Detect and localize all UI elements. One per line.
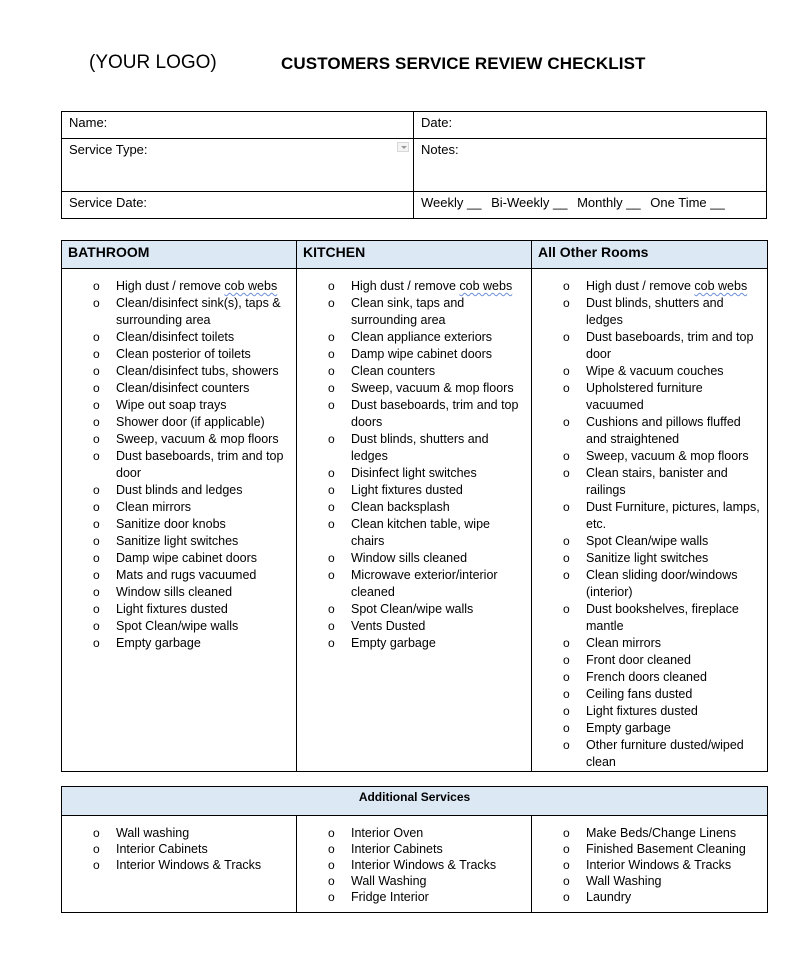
checklist-item-text: Laundry [586, 890, 632, 904]
checklist-item[interactable] [532, 295, 767, 329]
checklist-item-text: Mats and rugs vacuumed [116, 568, 257, 582]
checklist-item[interactable] [297, 380, 531, 397]
checklist-item[interactable] [62, 278, 296, 295]
checklist-item-text: Light fixtures dusted [116, 602, 228, 616]
checklist-item-text: Ceiling fans dusted [586, 687, 693, 701]
bullet-icon: o [563, 330, 570, 344]
checklist-item-text: Clean/disinfect tubs, showers [116, 364, 279, 378]
checklist-item[interactable] [532, 686, 767, 703]
checklist-item[interactable] [297, 567, 531, 601]
bullet-icon: o [328, 858, 335, 872]
bullet-icon: o [563, 364, 570, 378]
checklist-item[interactable] [62, 346, 296, 363]
checklist-item-text: Wall Washing [586, 874, 662, 888]
checklist-item-text: Spot Clean/wipe walls [116, 619, 239, 633]
checklist-item[interactable] [297, 465, 531, 482]
checklist-item-text: Clean posterior of toilets [116, 347, 251, 361]
bullet-icon: o [328, 842, 335, 856]
checklist-item[interactable] [62, 448, 296, 482]
checklist-item[interactable] [297, 431, 531, 465]
bullet-icon: o [328, 364, 335, 378]
checklist-item-text: Fridge Interior [351, 890, 429, 904]
checklist-item-text: Empty garbage [116, 636, 201, 650]
checklist-item[interactable] [62, 431, 296, 448]
date-label: Date: [421, 115, 453, 130]
bullet-icon: o [563, 466, 570, 480]
checklist-item-text: Sweep, vacuum & mop floors [351, 381, 514, 395]
bullet-icon: o [93, 347, 100, 361]
checklist-item[interactable] [297, 482, 531, 499]
bullet-icon: o [563, 534, 570, 548]
bullet-icon: o [93, 330, 100, 344]
bullet-icon: o [328, 466, 335, 480]
checklist-item[interactable] [532, 652, 767, 669]
checklist-item[interactable] [297, 363, 531, 380]
checklist-item-text: Microwave exterior/interior cleaned [351, 568, 498, 599]
checklist-item[interactable] [532, 550, 767, 567]
checklist-item-text: Dust blinds, shutters and ledges [351, 432, 489, 463]
checklist-item-text: Interior Windows & Tracks [586, 858, 732, 872]
bullet-icon: o [563, 296, 570, 310]
checklist-item[interactable] [532, 329, 767, 363]
customer-info-table [61, 111, 767, 219]
checklist-item[interactable] [297, 295, 531, 329]
checklist-item[interactable] [62, 380, 296, 397]
checklist-item-text: High dust / remove cob webs [586, 279, 748, 293]
bullet-icon: o [93, 449, 100, 463]
notes-label: Notes: [421, 142, 459, 157]
checklist-item[interactable] [532, 635, 767, 652]
bullet-icon: o [563, 653, 570, 667]
checklist-item[interactable] [62, 550, 296, 567]
checklist-item-text: Upholstered furniture vacuumed [586, 381, 703, 412]
checklist-item-text: Empty garbage [351, 636, 436, 650]
additional-services-table [61, 786, 768, 913]
checklist-item-text: Clean sliding door/windows (interior) [586, 568, 738, 599]
additional-column-3 [532, 816, 768, 913]
bullet-icon: o [328, 602, 335, 616]
checklist-item-text: Damp wipe cabinet doors [116, 551, 258, 565]
checklist-item-text: Make Beds/Change Linens [586, 826, 737, 840]
bullet-icon: o [563, 449, 570, 463]
bullet-icon: o [328, 500, 335, 514]
checklist-item[interactable] [297, 889, 531, 905]
checklist-item-text: Dust bookshelves, fireplace mantle [586, 602, 739, 633]
checklist-item-text: Dust baseboards, trim and top door [586, 330, 754, 361]
checklist-item[interactable] [297, 329, 531, 346]
kitchen-column [297, 269, 532, 772]
checklist-item[interactable] [62, 825, 296, 841]
bullet-icon: o [93, 585, 100, 599]
checklist-item-text: Interior Windows & Tracks [116, 858, 262, 872]
bullet-icon: o [563, 500, 570, 514]
checklist-item[interactable] [297, 825, 531, 841]
bullet-icon: o [93, 432, 100, 446]
checklist-item-text: Interior Windows & Tracks [351, 858, 497, 872]
bullet-icon: o [93, 842, 100, 856]
checklist-item[interactable] [62, 635, 296, 652]
checklist-item[interactable] [297, 516, 531, 550]
checklist-item-text: Clean counters [351, 364, 436, 378]
bullet-icon: o [93, 296, 100, 310]
checklist-item[interactable] [532, 448, 767, 465]
checklist-item[interactable] [297, 550, 531, 567]
checklist-item-text: Dust blinds, shutters and ledges [586, 296, 724, 327]
checklist-item-text: Clean/disinfect counters [116, 381, 250, 395]
bullet-icon: o [328, 874, 335, 888]
logo-placeholder: (YOUR LOGO) [89, 52, 217, 73]
bullet-icon: o [93, 602, 100, 616]
checklist-item-text: French doors cleaned [586, 670, 707, 684]
service-type-dropdown-icon[interactable] [397, 142, 409, 152]
additional-column-1 [62, 816, 297, 913]
service-type-field[interactable] [62, 139, 414, 192]
checklist-item-text: Disinfect light switches [351, 466, 477, 480]
bullet-icon: o [93, 398, 100, 412]
bullet-icon: o [563, 890, 570, 904]
checklist-item-text: Sanitize light switches [116, 534, 239, 548]
checklist-item-text: Sweep, vacuum & mop floors [116, 432, 279, 446]
checklist-item[interactable] [297, 601, 531, 618]
additional-column-2 [297, 816, 532, 913]
checklist-item[interactable] [532, 278, 767, 295]
checklist-item[interactable] [532, 703, 767, 720]
checklist-item-text: Sweep, vacuum & mop floors [586, 449, 749, 463]
bullet-icon: o [328, 568, 335, 582]
kitchen-checklist [297, 278, 531, 652]
bullet-icon: o [328, 279, 335, 293]
additional-list-1 [62, 825, 296, 873]
checklist-item-text: Sanitize door knobs [116, 517, 226, 531]
checklist-item[interactable] [297, 873, 531, 889]
checklist-item-text: Clean appliance exteriors [351, 330, 493, 344]
service-date-label: Service Date: [69, 195, 148, 210]
bullet-icon: o [328, 517, 335, 531]
checklist-item[interactable] [62, 601, 296, 618]
bullet-icon: o [328, 330, 335, 344]
checklist-item[interactable] [62, 363, 296, 380]
checklist-item[interactable] [532, 841, 767, 857]
bullet-icon: o [93, 619, 100, 633]
bullet-icon: o [563, 721, 570, 735]
checklist-item[interactable] [532, 873, 767, 889]
checklist-item-text: Window sills cleaned [116, 585, 233, 599]
checklist-item-text: Front door cleaned [586, 653, 691, 667]
bullet-icon: o [93, 858, 100, 872]
bullet-icon: o [563, 381, 570, 395]
service-date-field[interactable] [62, 192, 414, 219]
checklist-item-text: Dust baseboards, trim and top door [116, 449, 284, 480]
checklist-item-text: Interior Oven [351, 826, 424, 840]
checklist-item-text: Vents Dusted [351, 619, 426, 633]
checklist-item[interactable] [532, 601, 767, 635]
checklist-item-text: Dust blinds and ledges [116, 483, 243, 497]
other-rooms-checklist [532, 278, 767, 771]
checklist-table [61, 240, 768, 772]
checklist-item-text: Clean backsplash [351, 500, 450, 514]
checklist-item-text: Shower door (if applicable) [116, 415, 265, 429]
checklist-item[interactable] [297, 499, 531, 516]
checklist-item-text: Other furniture dusted/wiped clean [586, 738, 744, 769]
checklist-item-text: Wipe & vacuum couches [586, 364, 724, 378]
bullet-icon: o [328, 826, 335, 840]
checklist-item[interactable] [532, 825, 767, 841]
checklist-item[interactable] [532, 533, 767, 550]
bullet-icon: o [93, 415, 100, 429]
bullet-icon: o [328, 636, 335, 650]
checklist-item-text: Finished Basement Cleaning [586, 842, 746, 856]
name-field[interactable] [62, 112, 414, 139]
bullet-icon: o [93, 517, 100, 531]
checklist-item[interactable] [62, 329, 296, 346]
additional-list-3 [532, 825, 767, 905]
bullet-icon: o [328, 483, 335, 497]
bullet-icon: o [563, 858, 570, 872]
frequency-weekly[interactable]: Weekly __ [421, 195, 482, 210]
bullet-icon: o [328, 890, 335, 904]
checklist-item[interactable] [297, 857, 531, 873]
bullet-icon: o [328, 381, 335, 395]
checklist-item[interactable] [297, 635, 531, 652]
checklist-item[interactable] [62, 533, 296, 550]
bullet-icon: o [563, 415, 570, 429]
frequency-one-time[interactable]: One Time __ [650, 195, 725, 210]
bullet-icon: o [563, 568, 570, 582]
name-label: Name: [69, 115, 108, 130]
bullet-icon: o [93, 483, 100, 497]
checklist-item[interactable] [532, 737, 767, 771]
checklist-item-text: Clean stairs, banister and railings [586, 466, 728, 497]
checklist-item-text: Clean mirrors [586, 636, 662, 650]
checklist-item[interactable] [532, 857, 767, 873]
notes-field[interactable] [414, 139, 767, 192]
checklist-item-text: Wall washing [116, 826, 190, 840]
bathroom-column [62, 269, 297, 772]
checklist-item[interactable] [62, 397, 296, 414]
checklist-item[interactable] [62, 584, 296, 601]
bullet-icon: o [328, 551, 335, 565]
checklist-item[interactable] [62, 516, 296, 533]
checklist-item-text: Wall Washing [351, 874, 427, 888]
checklist-item[interactable] [532, 499, 767, 533]
bullet-icon: o [93, 636, 100, 650]
bullet-icon: o [93, 381, 100, 395]
checklist-item[interactable] [62, 567, 296, 584]
bullet-icon: o [328, 296, 335, 310]
service-type-label: Service Type: [69, 142, 148, 157]
bullet-icon: o [563, 687, 570, 701]
bullet-icon: o [93, 364, 100, 378]
bullet-icon: o [93, 534, 100, 548]
bullet-icon: o [563, 602, 570, 616]
checklist-item[interactable] [297, 618, 531, 635]
bullet-icon: o [93, 568, 100, 582]
bullet-icon: o [563, 279, 570, 293]
checklist-item-text: Window sills cleaned [351, 551, 468, 565]
checklist-item-text: Wipe out soap trays [116, 398, 227, 412]
additional-services-header: Additional Services [62, 787, 768, 816]
checklist-item-text: Dust baseboards, trim and top doors [351, 398, 519, 429]
checklist-item[interactable] [297, 346, 531, 363]
checklist-item[interactable] [532, 363, 767, 380]
checklist-item[interactable] [62, 482, 296, 499]
checklist-item[interactable] [62, 499, 296, 516]
bullet-icon: o [563, 738, 570, 752]
bullet-icon: o [328, 432, 335, 446]
checklist-item[interactable] [297, 841, 531, 857]
other-rooms-column [532, 269, 768, 772]
frequency-bi-weekly[interactable]: Bi-Weekly __ [491, 195, 568, 210]
checklist-item[interactable] [297, 397, 531, 431]
checklist-item-text: Spot Clean/wipe walls [586, 534, 709, 548]
checklist-item-text: Spot Clean/wipe walls [351, 602, 474, 616]
bathroom-checklist [62, 278, 296, 652]
checklist-item-text: Light fixtures dusted [351, 483, 463, 497]
checklist-item[interactable] [532, 669, 767, 686]
bullet-icon: o [328, 347, 335, 361]
checklist-item-text: Clean/disinfect sink(s), taps & surrounding area [116, 296, 281, 327]
checklist-item[interactable] [62, 841, 296, 857]
checklist-item-text: Light fixtures dusted [586, 704, 698, 718]
checklist-item-text: Sanitize light switches [586, 551, 709, 565]
checklist-item[interactable] [532, 720, 767, 737]
bullet-icon: o [563, 551, 570, 565]
frequency-monthly[interactable]: Monthly __ [577, 195, 641, 210]
checklist-item-text: High dust / remove cob webs [351, 279, 513, 293]
checklist-item[interactable] [62, 857, 296, 873]
other-rooms-header: All Other Rooms [532, 241, 768, 269]
bullet-icon: o [93, 826, 100, 840]
bullet-icon: o [328, 398, 335, 412]
bullet-icon: o [563, 636, 570, 650]
checklist-item-text: Interior Cabinets [351, 842, 443, 856]
checklist-item-text: Damp wipe cabinet doors [351, 347, 493, 361]
checklist-item[interactable] [532, 414, 767, 448]
bullet-icon: o [563, 874, 570, 888]
checklist-item-text: Dust Furniture, pictures, lamps, etc. [586, 500, 760, 531]
checklist-item[interactable] [62, 618, 296, 635]
bullet-icon: o [563, 670, 570, 684]
checklist-item[interactable] [532, 889, 767, 905]
checklist-item-text: Interior Cabinets [116, 842, 208, 856]
checklist-item-text: Clean/disinfect toilets [116, 330, 235, 344]
checklist-item[interactable] [532, 567, 767, 601]
bullet-icon: o [563, 842, 570, 856]
bullet-icon: o [93, 279, 100, 293]
bullet-icon: o [563, 826, 570, 840]
bathroom-header: BATHROOM [62, 241, 297, 269]
page-title: CUSTOMERS SERVICE REVIEW CHECKLIST [281, 54, 646, 73]
frequency-options [414, 192, 767, 219]
checklist-item[interactable] [532, 465, 767, 499]
checklist-item[interactable] [62, 295, 296, 329]
checklist-item[interactable] [62, 414, 296, 431]
bullet-icon: o [93, 551, 100, 565]
checklist-item-text: Clean sink, taps and surrounding area [351, 296, 465, 327]
bullet-icon: o [328, 619, 335, 633]
checklist-item[interactable] [532, 380, 767, 414]
checklist-item-text: High dust / remove cob webs [116, 279, 278, 293]
kitchen-header: KITCHEN [297, 241, 532, 269]
bullet-icon: o [93, 500, 100, 514]
checklist-item[interactable] [297, 278, 531, 295]
date-field[interactable] [414, 112, 767, 139]
additional-list-2 [297, 825, 531, 905]
checklist-item-text: Clean mirrors [116, 500, 192, 514]
checklist-item-text: Clean kitchen table, wipe chairs [351, 517, 490, 548]
checklist-item-text: Empty garbage [586, 721, 671, 735]
bullet-icon: o [563, 704, 570, 718]
checklist-item-text: Cushions and pillows fluffed and straightened [586, 415, 741, 446]
